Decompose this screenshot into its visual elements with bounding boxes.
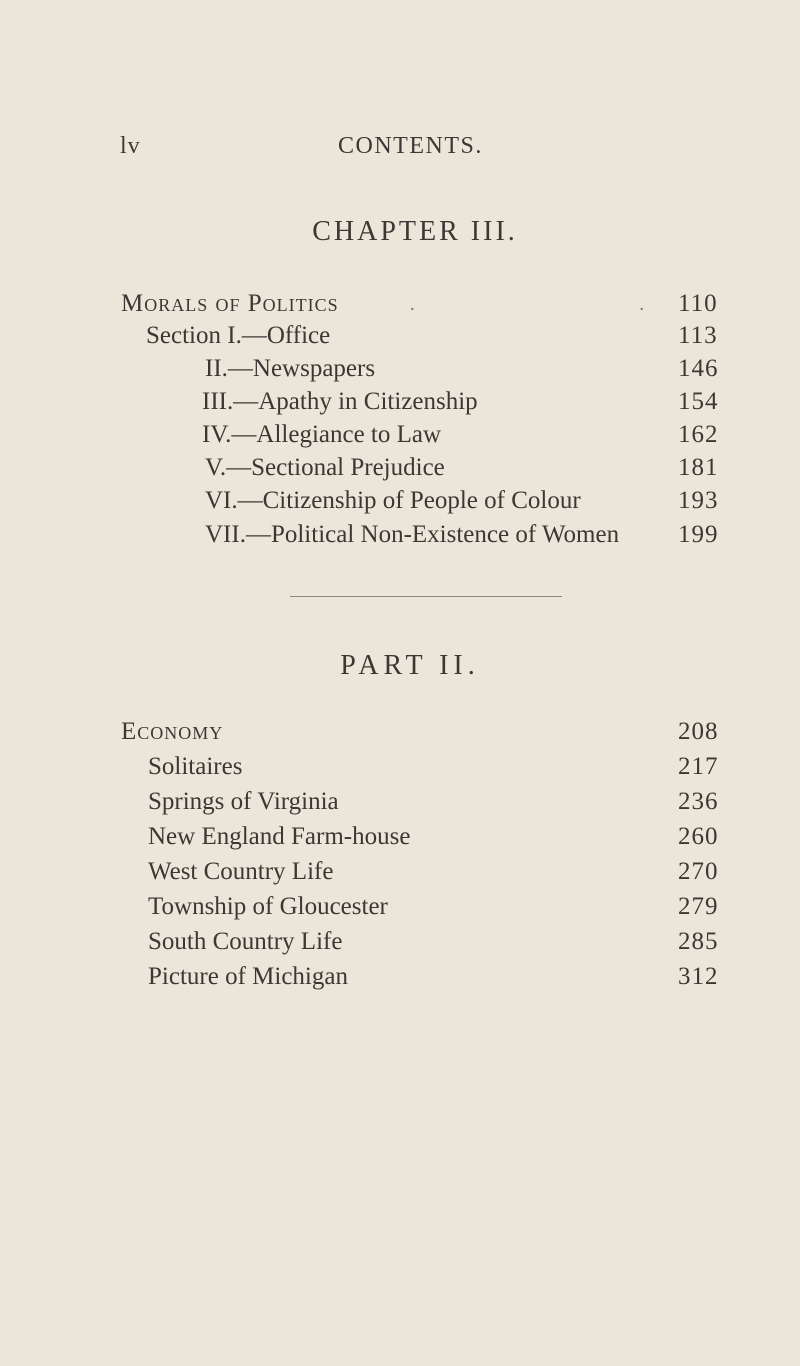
page-number: lv	[120, 133, 141, 159]
toc-entry: Morals of Politics . . 110	[0, 288, 800, 320]
toc-entry-page: 181	[678, 454, 719, 481]
toc-entry-label: II.—Newspapers	[205, 355, 376, 382]
toc-entry	[0, 716, 800, 748]
toc-entry-page: 146	[678, 355, 719, 382]
toc-entry	[0, 320, 800, 352]
toc-entry-label: III.—Apathy in Citizenship	[202, 388, 478, 415]
toc-entry	[0, 419, 800, 451]
part-title: PART II.	[340, 650, 480, 681]
toc-entry-page: 312	[678, 963, 719, 990]
toc-entry	[0, 961, 800, 993]
toc-entry-label: IV.—Allegiance to Law	[202, 421, 442, 448]
toc-entry-label: West Country Life	[148, 858, 334, 885]
toc-entry-page: 236	[678, 788, 719, 815]
toc-entry-page: 110	[678, 290, 718, 317]
toc-entry	[0, 891, 800, 923]
toc-entry-label: VII.—Political Non-Existence of Women	[205, 521, 620, 548]
toc-entry-page: 217	[678, 753, 719, 780]
toc-entry-page: 260	[678, 823, 719, 850]
toc-entry-page: 279	[678, 893, 719, 920]
toc-entry	[0, 926, 800, 958]
toc-entry	[0, 856, 800, 888]
toc-entry-page: 270	[678, 858, 719, 885]
toc-entry	[0, 485, 800, 517]
toc-entry-page: 113	[678, 322, 718, 349]
toc-entry-label: Solitaires	[148, 753, 243, 780]
running-head: CONTENTS.	[338, 133, 483, 159]
toc-entry-label: South Country Life	[148, 928, 343, 955]
toc-entry-label: V.—Sectional Prejudice	[205, 454, 445, 481]
toc-entry-label: Section I.—Office	[146, 322, 331, 349]
toc-entry-page: 285	[678, 928, 719, 955]
toc-entry-page: 162	[678, 421, 719, 448]
toc-entry-label: New England Farm-house	[148, 823, 411, 850]
section-divider	[290, 596, 562, 597]
toc-entry-label: Economy	[121, 718, 224, 745]
toc-entry	[0, 821, 800, 853]
toc-entry	[0, 386, 800, 418]
toc-entry-label: Springs of Virginia	[148, 788, 339, 815]
toc-entry-page: 208	[678, 718, 719, 745]
toc-entry-label: Morals of Politics	[121, 290, 339, 317]
toc-entry	[0, 452, 800, 484]
toc-entry	[0, 353, 800, 385]
toc-entry	[0, 519, 800, 551]
toc-entry-page: 193	[678, 487, 719, 514]
toc-entry-label: Township of Gloucester	[148, 893, 388, 920]
toc-entry	[0, 751, 800, 783]
toc-entry-label: VI.—Citizenship of People of Colour	[205, 487, 581, 514]
page-header	[0, 133, 800, 173]
toc-entry-page: 199	[678, 521, 719, 548]
toc-entry	[0, 786, 800, 818]
toc-entry-label: Picture of Michigan	[148, 963, 348, 990]
chapter-title: CHAPTER III.	[312, 216, 518, 247]
toc-entry-page: 154	[678, 388, 719, 415]
